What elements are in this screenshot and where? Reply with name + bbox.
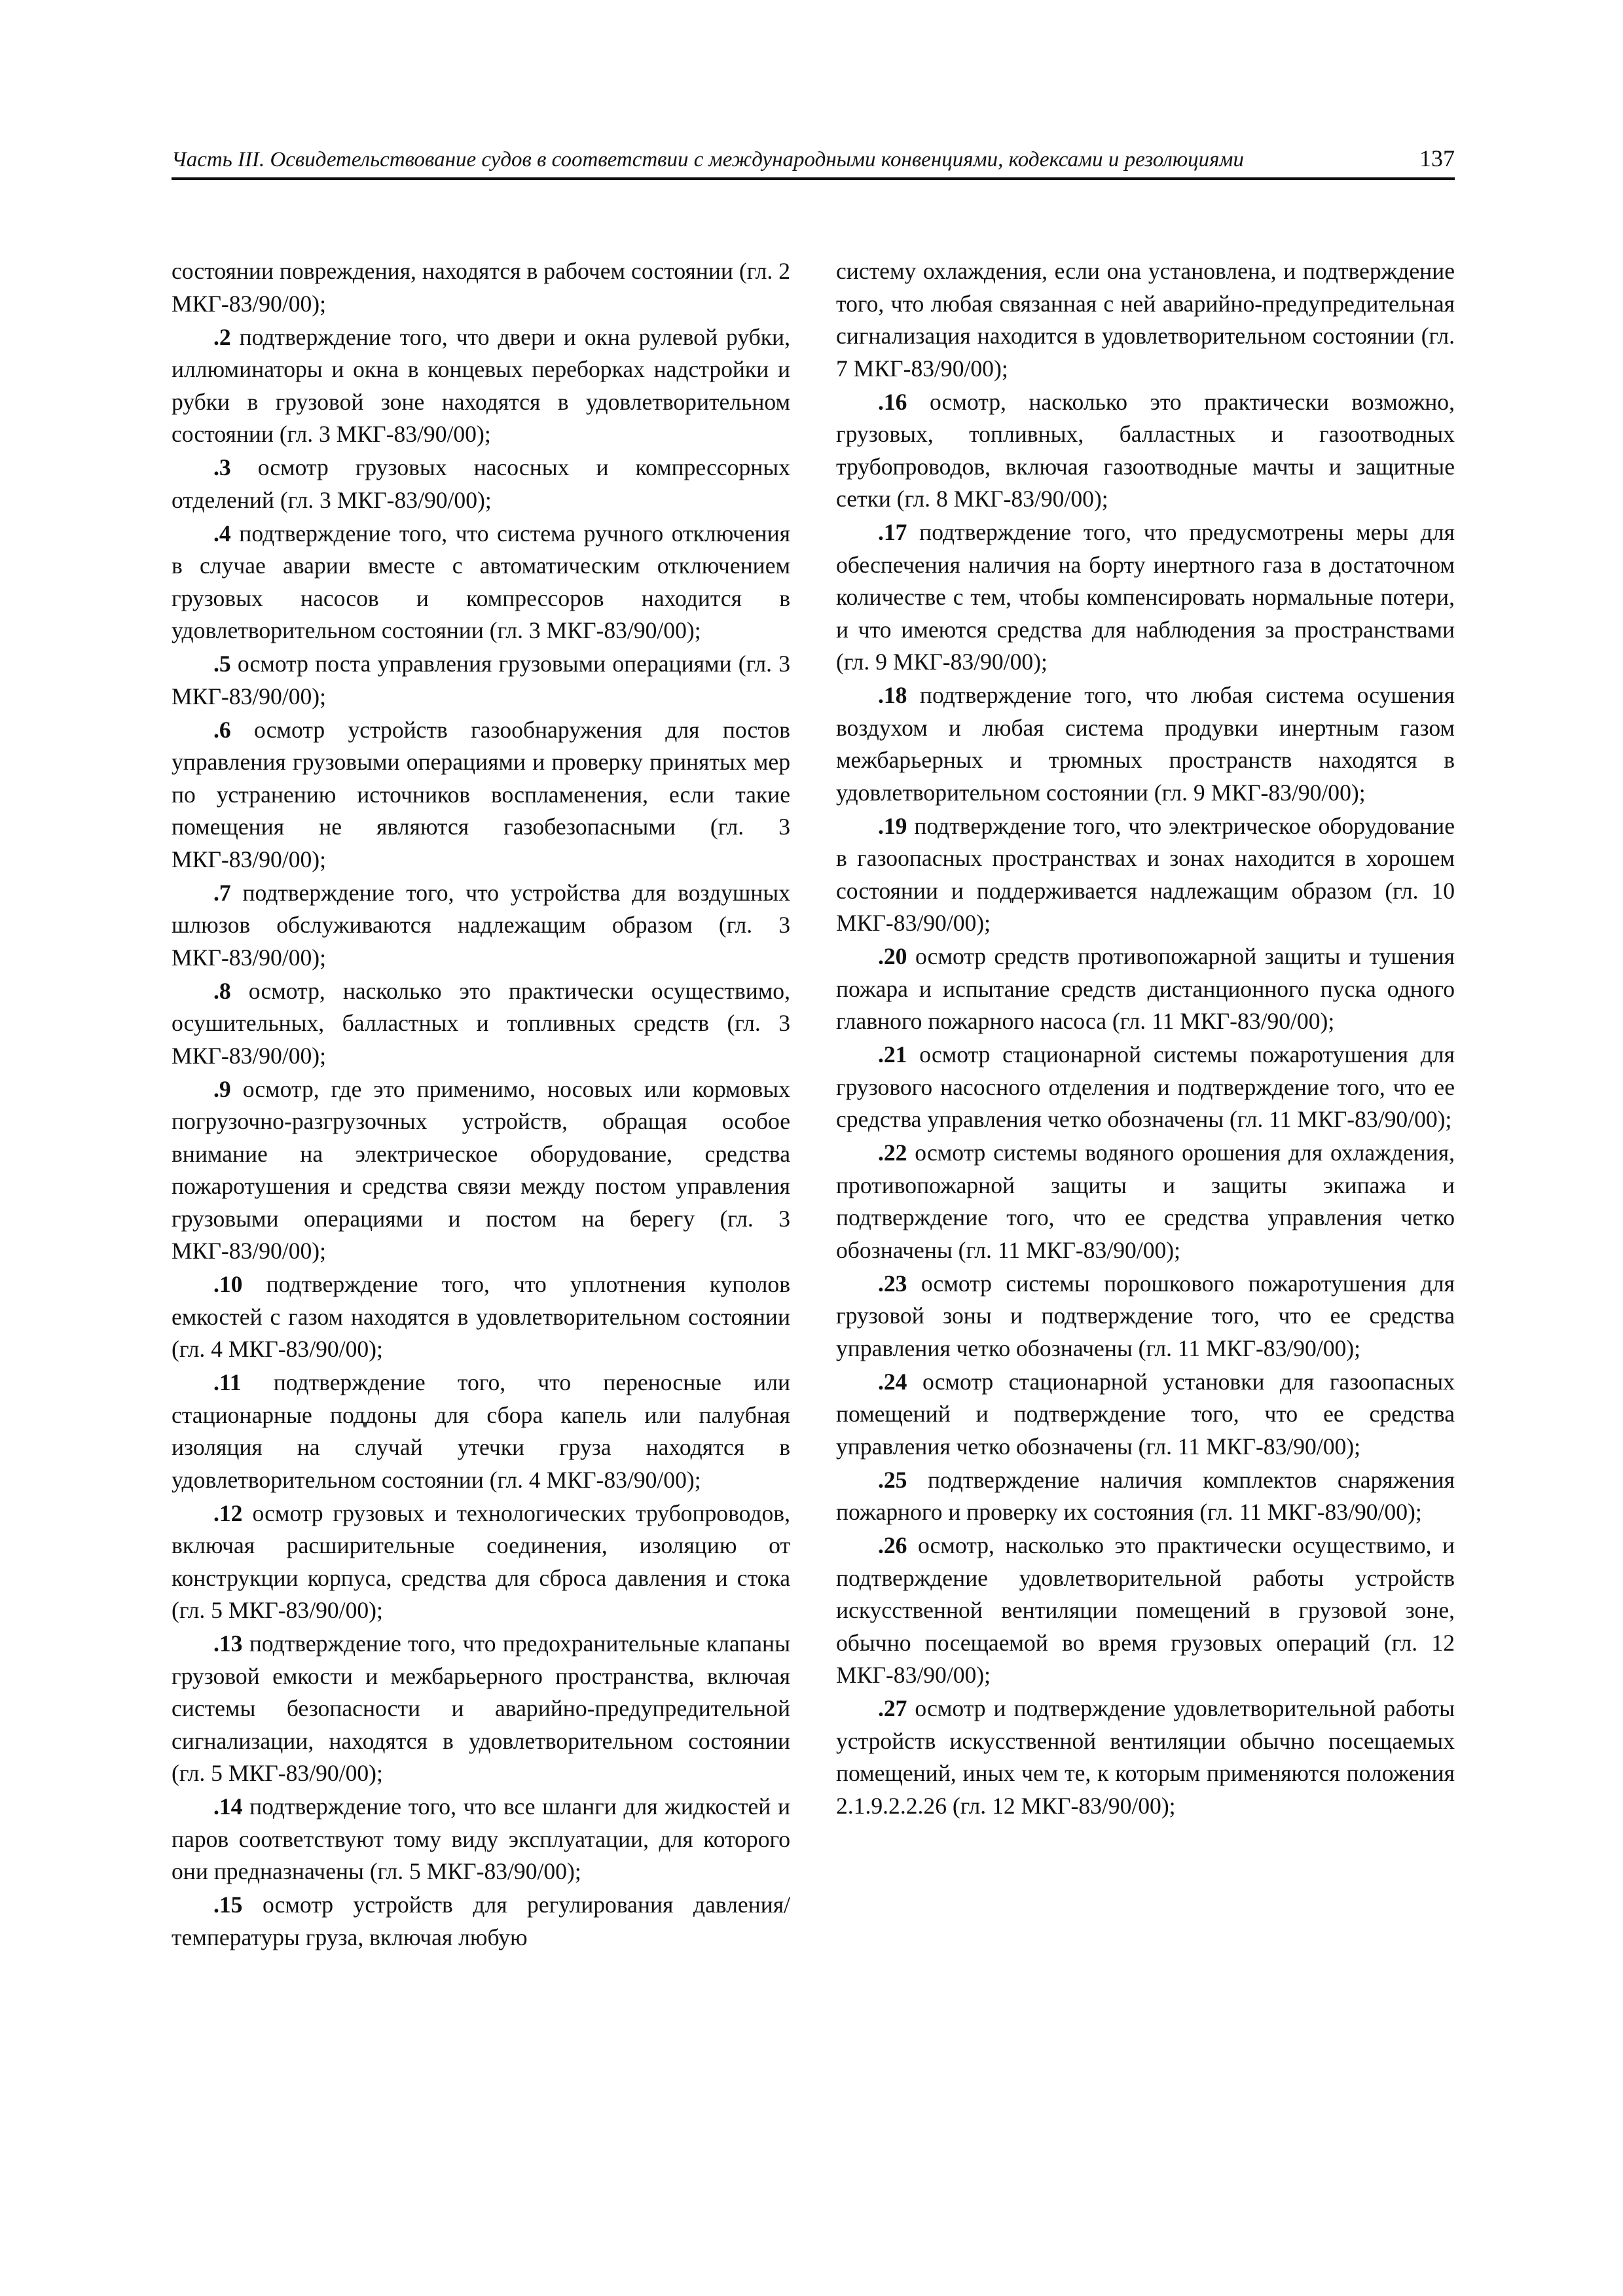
item-text: осмотр стационарной установки для газоопасных помещений и подтверждение того, что ее средства управления четко обозначены (гл. 11 МКГ-83/90/00);	[836, 1368, 1455, 1460]
item-number: .19	[878, 812, 907, 839]
item-number: .22	[878, 1139, 907, 1166]
item-number: .3	[213, 454, 231, 480]
item-number: .21	[878, 1041, 907, 1067]
item-text: осмотр грузовых и технологических трубопроводов, включая расширительные соединения, изоляцию от конструкции корпуса, средства для сброса давления и стока (гл. 5 МКГ-83/90/00);	[172, 1499, 790, 1623]
item-number: .26	[878, 1532, 907, 1558]
item-text: подтверждение того, что устройства для воздушных шлюзов обслуживаются надлежащим образом (гл. 3 МКГ-83/90/00);	[172, 879, 790, 971]
left-column	[172, 255, 790, 1955]
item-number: .15	[213, 1892, 243, 1918]
item-text: осмотр, насколько это практически осуществимо, осушительных, балластных и топливных средств (гл. 3 МКГ-83/90/00);	[172, 977, 790, 1069]
item-number: .4	[213, 520, 231, 547]
item-text: осмотр стационарной системы пожаротушения для грузового насосного отделения и подтверждение того, что ее средства управления четко обозначены (гл. 11 МКГ-83/90/00);	[836, 1041, 1455, 1132]
item-text: подтверждение того, что система ручного отключения в случае аварии вместе с автоматическим отключением грузовых насосов и компрессоров находится в удовлетворительном состоянии (гл. 3 МКГ-83/90/00);	[172, 520, 790, 643]
item-text: осмотр грузовых насосных и компрессорных отделений (гл. 3 МКГ-83/90/00);	[172, 454, 790, 513]
list-item	[836, 1366, 1455, 1463]
item-text: осмотр, где это применимо, носовых или кормовых погрузочно-разгрузочных устройств, обращая особое внимание на электрическое оборудование, средства пожаротушения и средства связи между постом управления грузовыми операциями и постом на берегу (гл. 3 МКГ-83/90/00);	[172, 1075, 790, 1264]
item-text: осмотр системы порошкового пожаротушения для грузовой зоны и подтверждение того, что ее средства управления четко обозначены (гл. 11 МКГ-83/90/00);	[836, 1270, 1455, 1361]
list-item	[836, 1137, 1455, 1266]
item-number: .2	[213, 323, 231, 350]
item-text: подтверждение того, что предохранительные клапаны грузовой емкости и межбарьерного пространства, включая системы безопасности и аварийно-предупредительной сигнализации, находятся в удовлетворительном состоянии (гл. 5 МКГ-83/90/00);	[172, 1630, 790, 1786]
continuation-text: систему охлаждения, если она установлена, и подтверждение того, что любая связанная с ней аварийно-предупредительная сигнализация находится в удовлетворительном состоянии (гл. 7 МКГ-83/90/00);	[836, 258, 1455, 382]
list-item	[836, 516, 1455, 679]
list-item	[172, 1268, 790, 1366]
item-text: подтверждение того, что уплотнения куполов емкостей с газом находятся в удовлетворительном состоянии (гл. 4 МКГ-83/90/00);	[172, 1271, 790, 1362]
list-item	[172, 1498, 790, 1627]
page-header	[172, 141, 1455, 180]
list-item	[836, 1039, 1455, 1136]
item-number: .12	[213, 1499, 243, 1526]
item-number: .13	[213, 1630, 243, 1657]
list-item	[836, 1464, 1455, 1529]
list-item	[172, 518, 790, 647]
item-number: .5	[213, 651, 231, 677]
item-number: .16	[878, 388, 907, 415]
list-item	[172, 1889, 790, 1954]
item-text: подтверждение того, что переносные или стационарные поддоны для сбора капель или палубная изоляция на случай утечки груза находятся в удовлетворительном состоянии (гл. 4 МКГ-83/90/00);	[172, 1369, 790, 1493]
list-item	[172, 975, 790, 1073]
list-item	[172, 452, 790, 516]
item-text: подтверждение того, что все шланги для жидкостей и паров соответствуют тому виду эксплуатации, для которого они предназначены (гл. 5 МКГ-83/90/00);	[172, 1793, 790, 1884]
item-text: подтверждение того, что двери и окна рулевой рубки, иллюминаторы и окна в концевых переборках надстройки и рубки в грузовой зоне находятся в удовлетворительном состоянии (гл. 3 МКГ-83/90/00);	[172, 323, 790, 447]
item-number: .27	[878, 1695, 907, 1721]
item-number: .23	[878, 1270, 907, 1297]
item-text: осмотр, насколько это практически осуществимо, и подтверждение удовлетворительной работы устройств искусственной вентиляции помещений в грузовой зоне, обычно посещаемой во время грузовых операций (гл. 12 МКГ-83/90/00);	[836, 1532, 1455, 1688]
item-number: .9	[213, 1075, 231, 1102]
item-text: подтверждение наличия комплектов снаряжения пожарного и проверку их состояния (гл. 11 МКГ-83/90/00);	[836, 1466, 1455, 1525]
list-item	[836, 386, 1455, 516]
list-item	[172, 1367, 790, 1496]
page-number: 137	[1419, 145, 1455, 171]
item-number: .6	[213, 716, 231, 743]
item-text: осмотр и подтверждение удовлетворительной работы устройств искусственной вентиляции обычно посещаемых помещений, иных чем те, к которым применяются положения 2.1.9.2.2.26 (гл. 12 МКГ-83/90/00);	[836, 1695, 1455, 1819]
list-item	[172, 877, 790, 975]
list-item	[836, 679, 1455, 809]
item-number: .20	[878, 943, 907, 969]
item-text: осмотр поста управления грузовыми операциями (гл. 3 МКГ-83/90/00);	[172, 651, 790, 709]
item-number: .17	[878, 519, 907, 545]
list-item	[172, 648, 790, 713]
item-text: подтверждение того, что электрическое оборудование в газоопасных пространствах и зонах находится в хорошем состоянии и поддерживается надлежащим образом (гл. 10 МКГ-83/90/00);	[836, 812, 1455, 936]
list-item	[172, 714, 790, 876]
list-item	[172, 1628, 790, 1790]
item-number: .25	[878, 1466, 907, 1493]
item-text: подтверждение того, что любая система осушения воздухом и любая система продувки инертным газом межбарьерных и трюмных пространств находятся в удовлетворительном состоянии (гл. 9 МКГ-83/90/00);	[836, 682, 1455, 806]
item-number: .24	[878, 1368, 907, 1395]
item-number: .11	[213, 1369, 242, 1395]
item-text: осмотр устройств газообнаружения для постов управления грузовыми операциями и проверку принятых мер по устранению источников воспламенения, если такие помещения не являются газобезопасными (гл. 3 МКГ-83/90/00);	[172, 716, 790, 872]
item-number: .18	[878, 682, 907, 708]
item-text: осмотр системы водяного орошения для охлаждения, противопожарной защиты и защиты экипажа и подтверждение того, что ее средства управления четко обозначены (гл. 11 МКГ-83/90/00);	[836, 1139, 1455, 1263]
list-item	[836, 810, 1455, 940]
list-item	[836, 1268, 1455, 1365]
running-title: Часть III. Освидетельствование судов в соответствии с международными конвенциями, кодексами и резолюциями	[172, 148, 1244, 171]
item-number: .7	[213, 879, 231, 906]
list-item	[836, 941, 1455, 1038]
right-column	[836, 255, 1455, 1823]
item-text: осмотр устройств для регулирования давления/температуры груза, включая любую	[172, 1892, 790, 1950]
list-item	[172, 1791, 790, 1888]
item-number: .8	[213, 977, 231, 1004]
item-text: осмотр средств противопожарной защиты и тушения пожара и испытание средств дистанционного пуска одного главного пожарного насоса (гл. 11 МКГ-83/90/00);	[836, 943, 1455, 1034]
item-number: .14	[213, 1793, 243, 1820]
item-text: осмотр, насколько это практически возможно, грузовых, топливных, балластных и газоотводных трубопроводов, включая газоотводные мачты и защитные сетки (гл. 8 МКГ-83/90/00);	[836, 388, 1455, 512]
list-item	[836, 1693, 1455, 1822]
list-item	[836, 1530, 1455, 1692]
item-text: подтверждение того, что предусмотрены меры для обеспечения наличия на борту инертного газа в достаточном количестве с тем, чтобы компенсировать нормальные потери, и что имеются средства для наблюдения за пространствами (гл. 9 МКГ-83/90/00);	[836, 519, 1455, 675]
continuation-text: состоянии повреждения, находятся в рабочем состоянии (гл. 2 МКГ-83/90/00);	[172, 258, 790, 317]
list-item	[172, 1073, 790, 1268]
item-number: .10	[213, 1271, 243, 1297]
list-item	[172, 321, 790, 451]
